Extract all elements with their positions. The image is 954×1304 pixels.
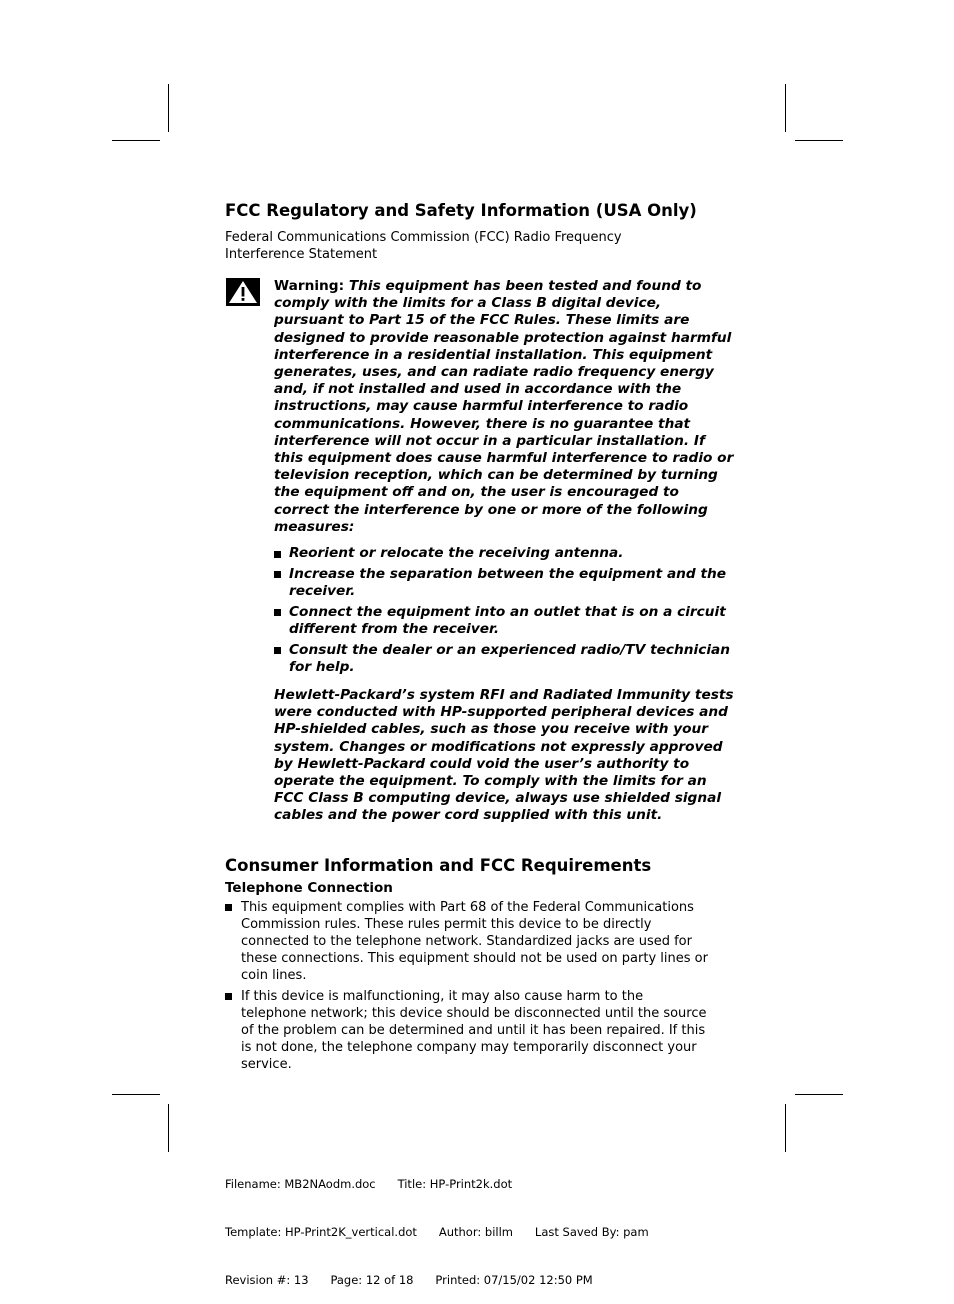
list-item: Consult the dealer or an experienced radio/TV technician for help. — [274, 642, 735, 676]
footer-line: Template: HP-Print2K_vertical.dot Author: billm Last Saved By: pam — [225, 1225, 649, 1239]
crop-mark — [795, 1094, 843, 1095]
list-item: If this device is malfunctioning, it may also cause harm to the telephone network; this device should be disconnected until the source of the problem can be determined and until it has been repaired. If this is not done, the telephone company may temporarily disconnect your service. — [225, 988, 710, 1074]
page-content — [225, 200, 735, 1077]
measures-list — [274, 545, 735, 676]
list-item: Reorient or relocate the receiving antenna. — [274, 545, 735, 562]
hp-note: Hewlett-Packard’s system RFI and Radiated Immunity tests were conducted with HP-supported peripheral devices and HP-shielded cables, such as those you receive with your system. Changes or modifications not expressly approved by Hewlett-Packard could void the user’s authority to operate the equipment. To comply with the limits for an FCC Class B computing device, always use shielded signal cables and the power cord supplied with this unit. — [274, 686, 734, 824]
crop-mark — [168, 84, 169, 132]
list-item: Connect the equipment into an outlet that is on a circuit different from the receiver. — [274, 604, 735, 638]
crop-mark — [112, 1094, 160, 1095]
bullet-square-icon — [225, 904, 232, 911]
bullet-square-icon — [274, 647, 281, 654]
warning-paragraph — [274, 278, 735, 536]
crop-mark — [795, 140, 843, 141]
bullet-square-icon — [274, 571, 281, 578]
bullet-square-icon — [274, 609, 281, 616]
footer-line: Revision #: 13 Page: 12 of 18 Printed: 07/15/02 12:50 PM — [225, 1273, 593, 1287]
fcc-intro: Federal Communications Commission (FCC) Radio Frequency Interference Statement — [225, 230, 622, 262]
crop-mark — [785, 1104, 786, 1152]
bullet-square-icon — [274, 551, 281, 558]
consumer-heading: Consumer Information and FCC Requirements — [225, 855, 652, 875]
list-item: This equipment complies with Part 68 of the Federal Communications Commission rules. These rules permit this device to be directly connected to the telephone network. Standardized jacks are used for these connections. This equipment should not be used on party lines or coin lines. — [225, 899, 710, 985]
telephone-list — [225, 899, 710, 1074]
crop-mark — [785, 84, 786, 132]
warning-body: This equipment has been tested and found to comply with the limits for a Class B digital device, pursuant to Part 15 of the FCC Rules. These limits are designed to provide reasonable protection against harmful interference in a residential installation. This equipment generates, uses, and can radiate radio frequency energy and, if not installed and used in accordance with the instructions, may cause harmful interference to radio communications. However, there is no guarantee that interference will not occur in a particular installation. If this equipment does cause harmful interference to radio or television reception, which can be determined by turning the equipment off and on, the user is encouraged to correct the interference by one or more of the following measures: — [274, 278, 734, 535]
warning-triangle-icon — [226, 278, 260, 306]
footer-line: Filename: MB2NAodm.doc Title: HP-Print2k.dot — [225, 1177, 513, 1191]
telephone-subheading: Telephone Connection — [225, 879, 393, 896]
crop-mark — [112, 140, 160, 141]
warning-text-block — [274, 278, 735, 825]
warning-block — [225, 278, 735, 825]
list-item: Increase the separation between the equipment and the receiver. — [274, 566, 735, 600]
bullet-square-icon — [225, 993, 232, 1000]
fcc-heading: FCC Regulatory and Safety Information (USA Only) — [225, 201, 697, 220]
document-footer — [225, 1144, 649, 1304]
crop-mark — [168, 1104, 169, 1152]
warning-label: Warning: — [274, 278, 345, 294]
